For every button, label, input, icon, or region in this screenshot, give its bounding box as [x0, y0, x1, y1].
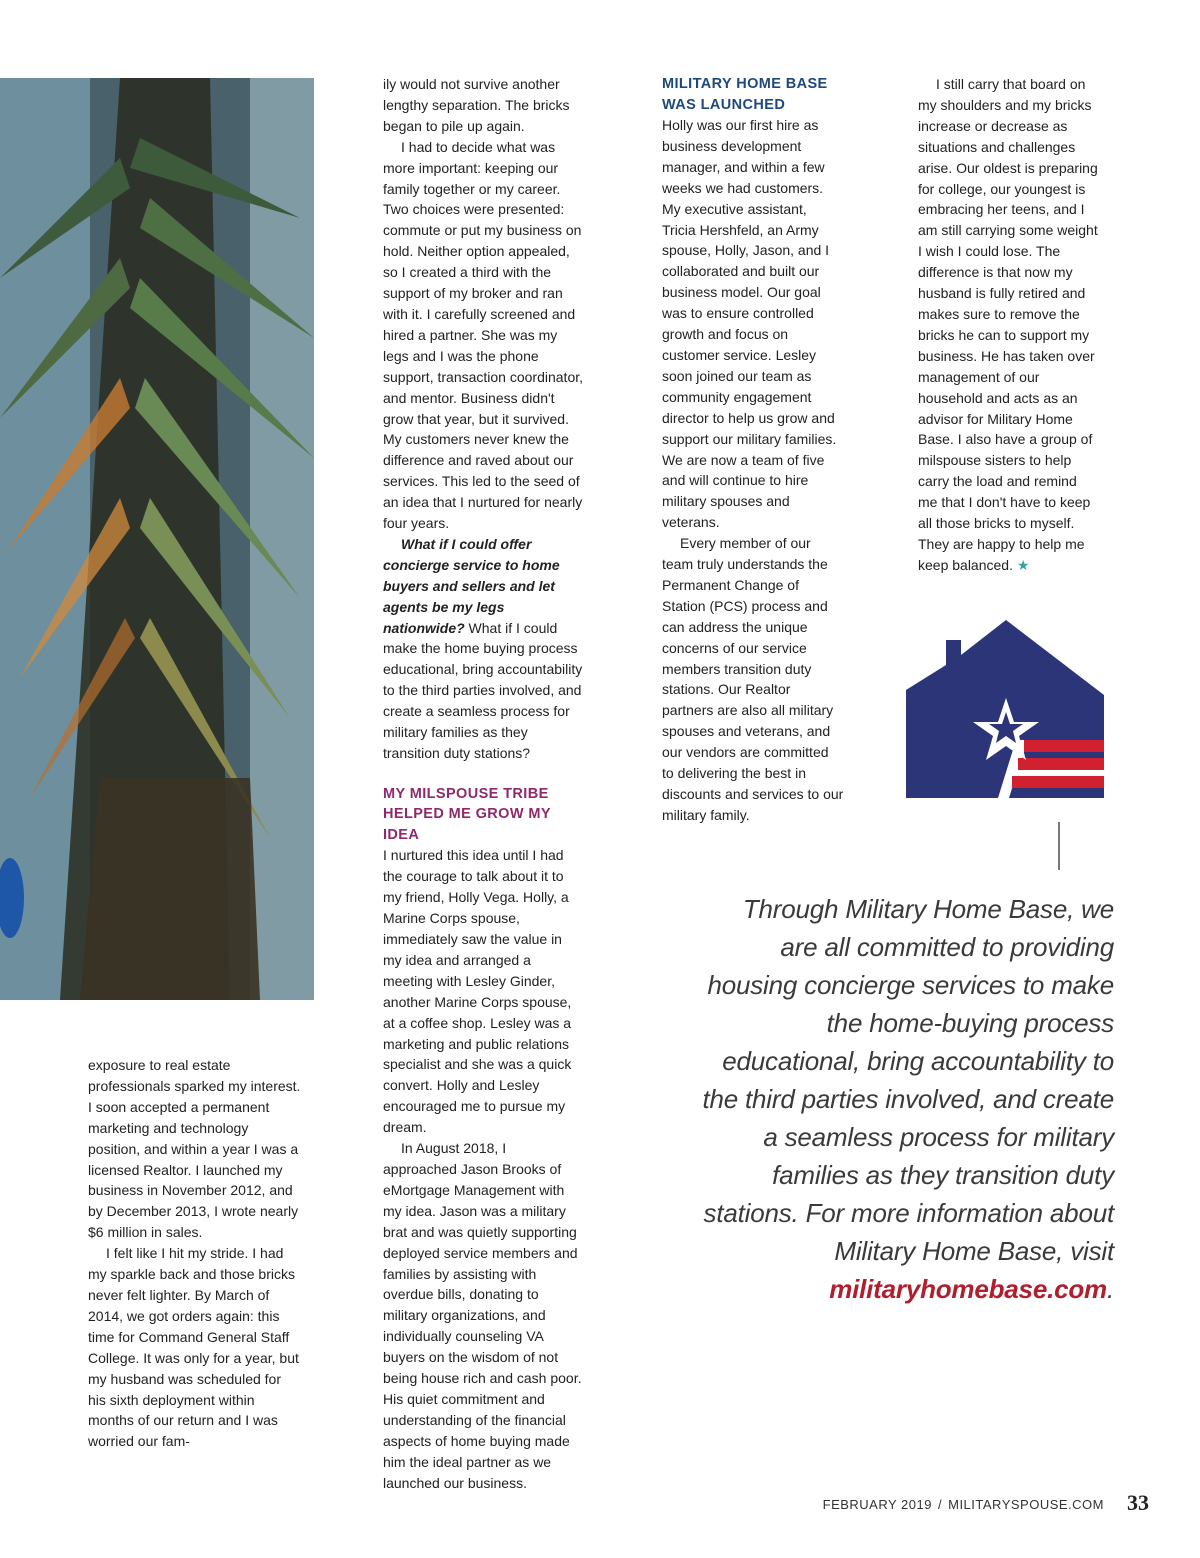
pull-quote [700, 890, 1114, 1308]
bold-italic-question: What if I could offer concierge service to home buyers and sellers and let agents be my legs nationwide? [383, 535, 560, 636]
footer-website: MILITARYSPOUSE.COM [948, 1497, 1104, 1512]
section-heading-military-home-base: MILITARY HOME BASE WAS LAUNCHED [662, 76, 828, 113]
paragraph: exposure to real estate professionals sparked my interest. I soon accepted a permanent marketing and technology position, and within a year I was a licensed Realtor. I launched my business in November 2012, and by December 2013, I wrote nearly $6 million in sales. [88, 1057, 301, 1241]
photo-artwork [0, 78, 314, 1000]
page-number: 33 [1127, 1490, 1149, 1515]
paragraph: I nurtured this idea until I had the courage to talk about it to my friend, Holly Vega. Holly, a Marine Corps spouse, immediately saw the value in my idea and arranged a meeting with Lesley Ginder, another Marine Corps spouse, at a coffee shop. Lesley was a marketing and public relations specialist and she was a quick convert. Holly and Lesley encouraged me to pursue my dream. [383, 847, 572, 1136]
page-footer [823, 1497, 1104, 1512]
section-heading-milspouse-tribe: MY MILSPOUSE TRIBE HELPED ME GROW MY IDEA [383, 785, 551, 843]
paragraph: In August 2018, I approached Jason Brooks of eMortgage Management with my idea. Jason was a military brat and was quietly supporting deployed service members and families by assisting with overdue bills, donating to military organizations, and individually counseling VA buyers on the wisdom of not being house rich and cash poor. His quiet commitment and understanding of the financial aspects of home buying made him the ideal partner as we launched our business. [383, 1140, 582, 1491]
paragraph: ily would not survive another lengthy separation. The bricks began to pile up again. [383, 76, 570, 134]
paragraph: Holly was our first hire as business development manager, and within a few weeks we had customers. My executive assistant, Tricia Hershfeld, an Army spouse, Holly, Jason, and I collaborated and built our business model. Our goal was to ensure controlled growth and focus on customer service. Lesley soon joined our team as community engagement director to help us grow and support our military families. We are now a team of five and will continue to hire military spouses and veterans. [662, 117, 837, 531]
article-column-1 [88, 1055, 302, 1452]
paragraph-continuation: What if I could make the home buying process educational, bring accountability to the third parties involved, and create a seamless process for military families as they transition duty stations? [383, 619, 583, 761]
paragraph: I felt like I hit my stride. I had my sparkle back and those bricks never felt lighter. By March of 2014, we got orders again: this time for Command General Staff College. It was only for a year, but my husband was scheduled for his sixth deployment within months of our return and I was worried our fam- [88, 1245, 299, 1450]
article-column-2 [383, 74, 583, 1494]
website-link[interactable]: militaryhomebase.com [829, 1274, 1107, 1304]
pull-quote-text: Through Military Home Base, we are all committed to providing housing concierge services to make the home-buying process educational, bring accountability to the third parties involved, and create a seamless process for military families as they transition duty stations. For more information about Military Home Base, visit [702, 894, 1114, 1266]
issue-date: FEBRUARY 2019 [822, 1497, 932, 1512]
closing-paragraph: I still carry that board on my shoulders and my bricks increase or decrease as situations and challenges arise. Our oldest is preparing for college, our youngest is embracing her teens, and I am still carrying some weight I wish I could lose. The difference is that now my husband is fully retired and makes sure to remove the bricks he can to support my business. He has taken over management of our household and acts as an advisor for Military Home Base. I also have a group of milspouse sisters to help carry the load and remind me that I don't have to keep all those bricks to myself. They are happy to help me keep balanced. [918, 76, 1098, 573]
palm-tree-photo [0, 78, 314, 1000]
paragraph [383, 534, 583, 764]
article-column-4 [918, 74, 1100, 576]
article-column-3 [662, 74, 844, 826]
footer-separator: / [937, 1497, 943, 1512]
house-star-logo-icon [906, 620, 1104, 798]
military-home-base-logo [906, 620, 1104, 798]
divider-line [1058, 822, 1060, 870]
end-star-icon: ★ [1016, 556, 1030, 573]
paragraph [918, 74, 1100, 576]
paragraph: Every member of our team truly understands the Permanent Change of Station (PCS) process and can address the unique concerns of our service members transition duty stations. Our Realtor partners are also all military spouses and veterans, and our vendors are committed to delivering the best in discounts and services to our military family. [662, 535, 844, 823]
pull-quote-end: . [1106, 1274, 1114, 1304]
paragraph: I had to decide what was more important: keeping our family together or my career. Two choices were presented: commute or put my business on hold. Neither option appealed, so I created a third with the support of my broker and ran with it. I carefully screened and hired a partner. She was my legs and I was the phone support, transaction coordinator, and mentor. Business didn't grow that year, but it survived. My customers never knew the difference and raved about our services. This led to the seed of an idea that I nurtured for nearly four years. [383, 138, 584, 532]
